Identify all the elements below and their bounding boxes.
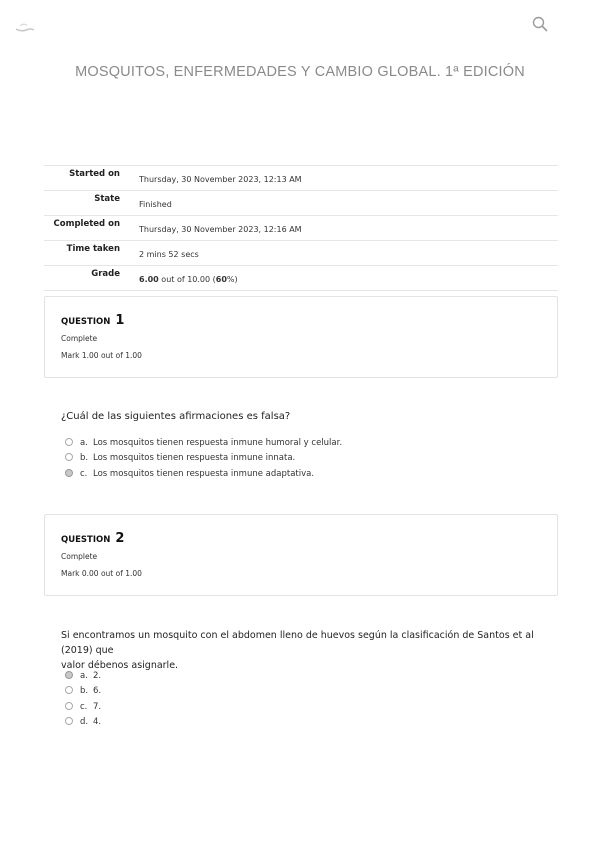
- question-2-option-c[interactable]: [65, 702, 101, 714]
- question-2-text: [61, 628, 541, 673]
- question-1-option-b[interactable]: [65, 453, 295, 465]
- option-text: 2.: [93, 671, 102, 681]
- summary-label: Time taken: [66, 244, 120, 254]
- question-text-line: Si encontramos un mosquito con el abdomen lleno de huevos según la clasificación de Santos et al (2019) que: [61, 630, 534, 656]
- option-text: 4.: [93, 717, 102, 727]
- radio-button[interactable]: [65, 702, 73, 710]
- question-1-text: ¿Cuál de las siguientes afirmaciones es falsa?: [61, 411, 291, 422]
- question-number: 1: [115, 313, 125, 328]
- grade-end: %): [226, 275, 238, 284]
- question-2-option-b[interactable]: [65, 686, 101, 698]
- grade-score: 6.00: [139, 275, 159, 284]
- option-letter: b.: [80, 453, 89, 463]
- question-2-option-d[interactable]: [65, 717, 101, 729]
- question-heading: [61, 313, 124, 328]
- option-text: Los mosquitos tienen respuesta inmune adaptativa.: [93, 469, 315, 479]
- option-letter: c.: [80, 469, 88, 479]
- summary-label: State: [94, 194, 120, 204]
- question-mark: Mark 1.00 out of 1.00: [61, 351, 142, 360]
- option-letter: a.: [80, 671, 88, 681]
- summary-row-grade: [44, 266, 558, 291]
- summary-value: 2 mins 52 secs: [139, 250, 199, 259]
- question-label: QUESTION: [61, 535, 111, 545]
- question-state: Complete: [61, 334, 98, 343]
- summary-label: Started on: [69, 169, 120, 179]
- radio-button-selected[interactable]: [65, 469, 73, 477]
- grade-value: [139, 275, 238, 284]
- summary-value: Thursday, 30 November 2023, 12:13 AM: [139, 175, 302, 184]
- option-text: 7.: [93, 702, 102, 712]
- question-1-info-box: [44, 296, 558, 378]
- option-letter: d.: [80, 717, 89, 727]
- grade-percent: 60: [215, 275, 227, 284]
- summary-value: Finished: [139, 200, 172, 209]
- summary-label: Grade: [91, 269, 120, 279]
- summary-row-started: [44, 166, 558, 191]
- attempt-summary-table: [44, 165, 558, 291]
- question-2-option-a[interactable]: [65, 671, 101, 683]
- summary-value: Thursday, 30 November 2023, 12:16 AM: [139, 225, 302, 234]
- radio-button-selected[interactable]: [65, 671, 73, 679]
- option-letter: a.: [80, 438, 88, 448]
- radio-button[interactable]: [65, 453, 73, 461]
- option-letter: b.: [80, 686, 89, 696]
- option-letter: c.: [80, 702, 88, 712]
- question-mark: Mark 0.00 out of 1.00: [61, 569, 142, 578]
- grade-out-of: out of 10.00 (: [158, 275, 216, 284]
- question-text-line: valor débenos asignarle.: [61, 660, 179, 671]
- question-1-option-c[interactable]: [65, 469, 314, 481]
- question-heading: [61, 531, 124, 546]
- summary-label: Completed on: [53, 219, 120, 229]
- search-icon[interactable]: [532, 16, 548, 32]
- question-state: Complete: [61, 552, 98, 561]
- radio-button[interactable]: [65, 686, 73, 694]
- radio-button[interactable]: [65, 438, 73, 446]
- option-text: 6.: [93, 686, 102, 696]
- question-label: QUESTION: [61, 317, 111, 327]
- question-1-option-a[interactable]: [65, 438, 342, 450]
- summary-row-completed: [44, 216, 558, 241]
- option-text: Los mosquitos tienen respuesta inmune innata.: [93, 453, 296, 463]
- radio-button[interactable]: [65, 717, 73, 725]
- option-text: Los mosquitos tienen respuesta inmune humoral y celular.: [93, 438, 343, 448]
- summary-row-time-taken: [44, 241, 558, 266]
- question-number: 2: [115, 531, 125, 546]
- summary-row-state: [44, 191, 558, 216]
- page-title: MOSQUITOS, ENFERMEDADES Y CAMBIO GLOBAL. 1ª EDICIÓN: [75, 64, 525, 80]
- question-2-info-box: [44, 514, 558, 596]
- site-logo[interactable]: [14, 20, 36, 34]
